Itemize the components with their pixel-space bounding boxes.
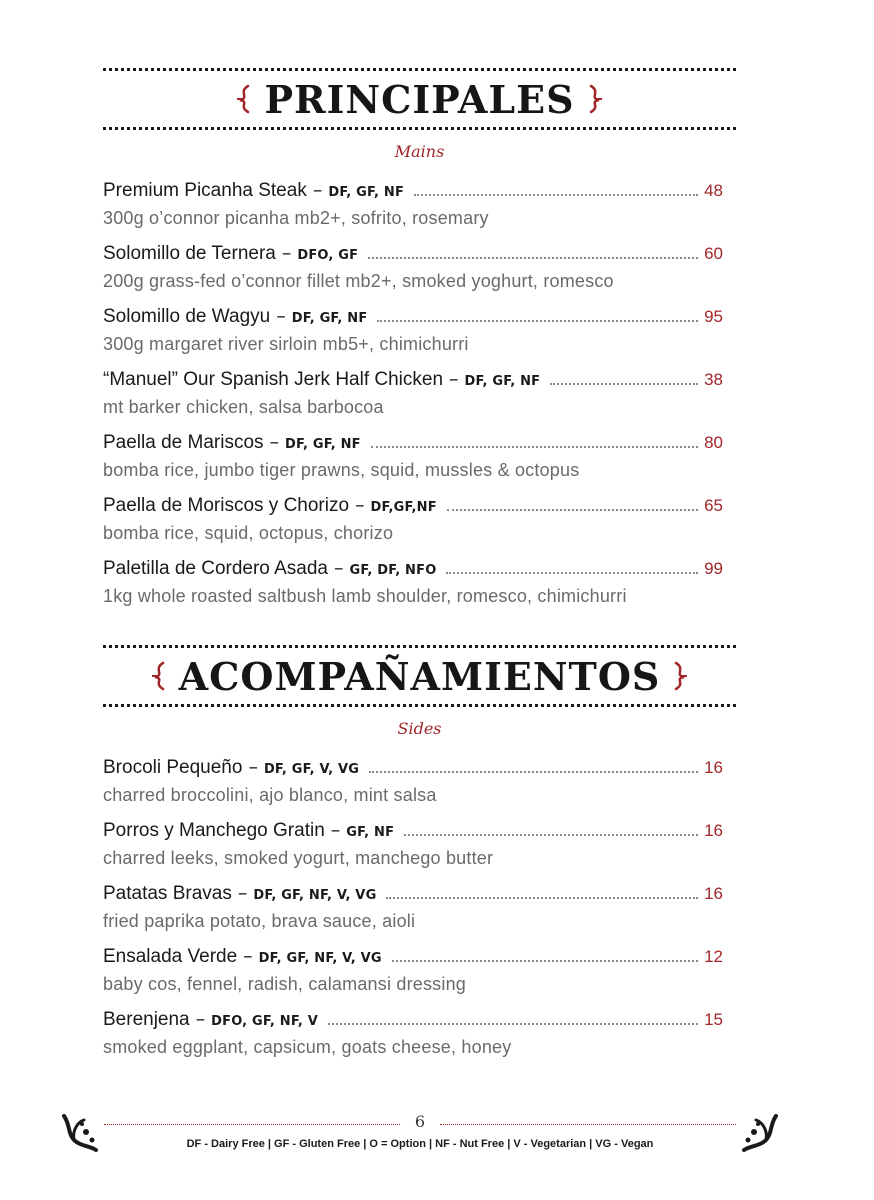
item-price: 95 [704,307,723,326]
section-heading [103,648,736,704]
item-tags: DF, GF, NF, V, VG [253,888,377,903]
item-price: 16 [704,821,723,840]
menu-item: Brocoli Pequeño – DF, GF, V, VG 16 charred broccolini, ajo blanco, mint salsa [103,756,723,805]
item-tags: DF, GF, NF [291,311,368,326]
item-tags: DF, GF, V, VG [263,762,360,777]
menu-item: Solomillo de Ternera – DFO, GF 60 200g grass-fed o’connor fillet mb2+, smoked yoghurt, romesco [103,242,723,291]
item-description: bomba rice, jumbo tiger prawns, squid, mussles & octopus [103,460,580,480]
item-tags: DFO, GF [297,248,359,263]
item-description: 300g margaret river sirloin mb5+, chimichurri [103,334,469,354]
item-description: mt barker chicken, salsa barbocoa [103,397,384,417]
menu-item: Premium Picanha Steak – DF, GF, NF 48 300g o’connor picanha mb2+, sofrito, rosemary [103,179,723,228]
item-name: Patatas Bravas [103,883,232,904]
red-flourish-icon [149,661,169,691]
page-title: PRINCIPALES [264,76,575,122]
item-name: Brocoli Pequeño [103,757,243,778]
footer-divider-right [440,1124,736,1125]
item-tags: DF, GF, NF [285,437,361,452]
item-tags: DF,GF,NF [370,500,437,515]
section-subtitle: Mains [394,142,445,161]
red-flourish-icon [585,84,605,114]
item-price: 12 [704,947,723,966]
footer-divider-left [104,1124,400,1125]
item-description: charred leeks, smoked yogurt, manchego butter [103,848,494,868]
item-name: Paella de Mariscos [103,432,264,453]
item-description: fried paprika potato, brava sauce, aioli [103,911,416,931]
section-bottom-rule [103,704,736,707]
item-description: 1kg whole roasted saltbush lamb shoulder, romesco, chimichurri [103,586,627,606]
mains-section [103,68,736,620]
item-description: 200g grass-fed o’connor fillet mb2+, smoked yoghurt, romesco [103,271,614,291]
section-subtitle: Sides [397,719,442,738]
menu-item: “Manuel” Our Spanish Jerk Half Chicken – DF, GF, NF 38 mt barker chicken, salsa barbocoa [103,368,723,417]
item-price: 48 [704,181,723,200]
item-name: Porros y Manchego Gratin [103,820,325,841]
menu-item: Ensalada Verde – DF, GF, NF, V, VG 12 baby cos, fennel, radish, calamansi dressing [103,945,723,994]
item-description: bomba rice, squid, octopus, chorizo [103,523,394,543]
menu-list [103,756,736,1058]
item-price: 99 [704,559,723,578]
item-name: Premium Picanha Steak [103,180,307,201]
item-name: Paletilla de Cordero Asada [103,558,328,579]
item-tags: GF, NF [346,825,395,840]
menu-item: Berenjena – DFO, GF, NF, V 15 smoked eggplant, capsicum, goats cheese, honey [103,1008,723,1057]
menu-item: Paella de Moriscos y Chorizo – DF,GF,NF 65 bomba rice, squid, octopus, chorizo [103,494,723,543]
item-name: Ensalada Verde [103,946,238,967]
item-description: 300g o’connor picanha mb2+, sofrito, rosemary [103,208,489,228]
dietary-legend: DF - Dairy Free | GF - Gluten Free | O = Option | NF - Nut Free | V - Vegetarian | VG - Vegan [186,1138,654,1150]
sides-section [103,645,736,1071]
item-tags: DF, GF, NF [464,374,541,389]
item-price: 80 [704,433,723,452]
item-description: baby cos, fennel, radish, calamansi dressing [103,974,466,994]
page-number: 6 [414,1112,426,1131]
item-price: 16 [704,884,723,903]
item-description: charred broccolini, ajo blanco, mint salsa [103,785,437,805]
item-tags: DF, GF, NF, V, VG [258,951,382,966]
menu-item: Solomillo de Wagyu – DF, GF, NF 95 300g margaret river sirloin mb5+, chimichurri [103,305,723,354]
item-name: Paella de Moriscos y Chorizo [103,495,350,516]
red-flourish-icon [670,661,690,691]
section-bottom-rule [103,127,736,130]
item-name: Solomillo de Ternera [103,243,276,264]
item-name: Berenjena [103,1009,190,1030]
item-description: smoked eggplant, capsicum, goats cheese, honey [103,1037,512,1057]
menu-item: Paella de Mariscos – DF, GF, NF 80 bomba rice, jumbo tiger prawns, squid, mussles & octopus [103,431,723,480]
menu-list [103,179,736,607]
item-tags: DFO, GF, NF, V [211,1014,318,1029]
menu-item: Patatas Bravas – DF, GF, NF, V, VG 16 fried paprika potato, brava sauce, aioli [103,882,723,931]
item-price: 38 [704,370,723,389]
section-heading [103,71,736,127]
item-price: 60 [704,244,723,263]
section-title: ACOMPAÑAMIENTOS [178,653,661,699]
item-name: “Manuel” Our Spanish Jerk Half Chicken [103,369,444,390]
menu-item: Porros y Manchego Gratin – GF, NF 16 charred leeks, smoked yogurt, manchego butter [103,819,723,868]
red-flourish-icon [234,84,254,114]
item-tags: DF, GF, NF [328,185,405,200]
item-price: 15 [704,1010,723,1029]
page-footer [60,1110,780,1170]
menu-item: Paletilla de Cordero Asada – GF, DF, NFO 99 1kg whole roasted saltbush lamb shoulder, romesco, chimichurri [103,557,723,606]
item-name: Solomillo de Wagyu [103,306,271,327]
item-price: 65 [704,496,723,515]
item-price: 16 [704,758,723,777]
item-tags: GF, DF, NFO [349,563,437,578]
